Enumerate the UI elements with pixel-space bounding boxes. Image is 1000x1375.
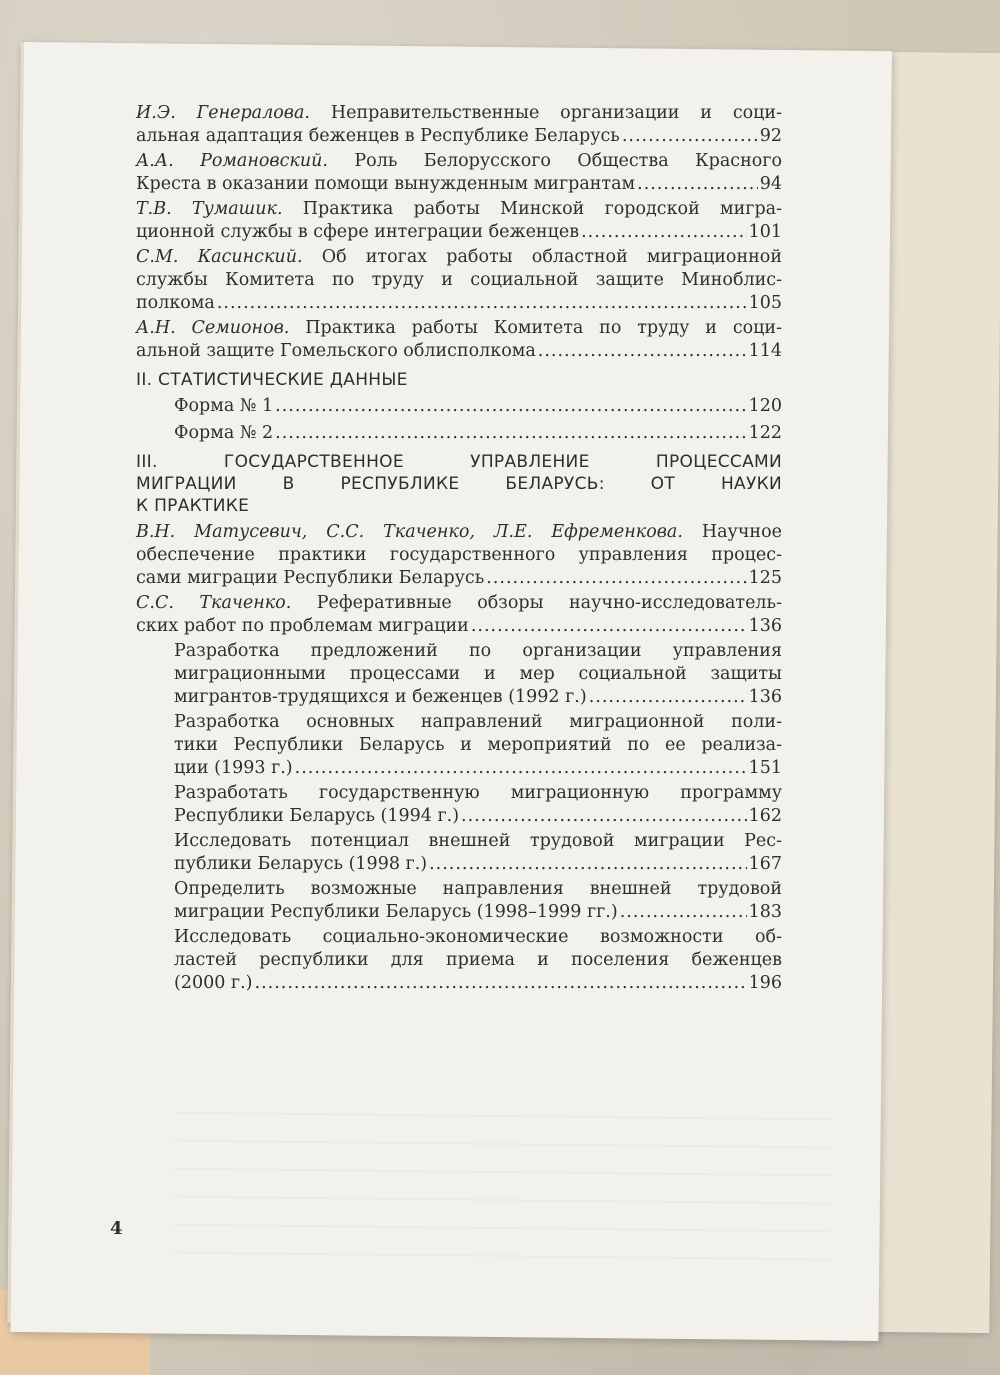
toc-sub-entry	[136, 782, 782, 828]
entry-title-line: миграционными процессами и мер социальной защиты	[174, 664, 782, 684]
toc-entry	[136, 102, 782, 148]
leader-dots	[581, 221, 747, 244]
leader-dots	[486, 567, 746, 590]
entry-page: 167	[748, 854, 782, 874]
form-label: Форма № 2	[174, 423, 274, 443]
toc-entry	[136, 150, 782, 196]
section-heading	[136, 451, 782, 517]
entry-title-line: Креста в оказании помощи вынужденным мигрантам	[136, 174, 636, 194]
entry-title-line: ции (1993 г.)	[174, 758, 293, 778]
leader-dots	[275, 422, 746, 445]
entry-page: 136	[748, 687, 782, 707]
entry-title-line: (2000 г.)	[174, 973, 253, 993]
entry-title-line: альная адаптация беженцев в Республике Беларусь	[136, 126, 620, 146]
section-heading-line: МИГРАЦИИ В РЕСПУБЛИКЕ БЕЛАРУСЬ: ОТ НАУКИ	[136, 474, 782, 494]
entry-title-line: Разработать государственную миграционную программу	[174, 783, 782, 803]
entry-title-line: ских работ по проблемам миграции	[136, 616, 469, 636]
entry-page: 122	[748, 423, 782, 443]
entry-author: В.Н. Матусевич, С.С. Ткаченко, Л.Е. Ефременкова.	[136, 522, 683, 542]
entry-page: 101	[748, 222, 782, 242]
entry-title-line: Неправительственные организации и соци-	[330, 103, 782, 123]
entry-author: И.Э. Генералова.	[136, 103, 310, 123]
entry-page: 196	[748, 973, 782, 993]
entry-page: 105	[748, 293, 782, 313]
leader-dots	[589, 686, 747, 709]
page-number: 4	[110, 1218, 123, 1239]
toc-entry	[136, 317, 782, 363]
entry-author: С.С. Ткаченко.	[136, 593, 292, 613]
entry-page: 183	[748, 902, 782, 922]
entry-title-line: обеспечение практики государственного управления процес-	[136, 545, 782, 565]
entry-title-line: Роль Белорусского Общества Красного	[354, 151, 782, 171]
entry-author: С.М. Касинский.	[136, 247, 303, 267]
toc-sub-entry	[136, 878, 782, 924]
entry-title-line: публики Беларусь (1998 г.)	[174, 854, 428, 874]
leader-dots	[429, 853, 747, 876]
entry-page: 151	[748, 758, 782, 778]
entry-title-line: Разработка предложений по организации управления	[174, 641, 782, 661]
toc-sub-entry	[136, 830, 782, 876]
leader-dots	[538, 340, 747, 363]
entry-author: А.Н. Семионов.	[136, 318, 290, 338]
entry-author: А.А. Романовский.	[136, 151, 328, 171]
section-heading: II. СТАТИСТИЧЕСКИЕ ДАННЫЕ	[136, 370, 408, 390]
toc-entry	[136, 592, 782, 638]
entry-title-line: Определить возможные направления внешней трудовой	[174, 879, 782, 899]
entry-page: 94	[759, 174, 782, 194]
form-label: Форма № 1	[174, 396, 274, 416]
section-heading-line: III. ГОСУДАРСТВЕННОЕ УПРАВЛЕНИЕ ПРОЦЕССАМИ	[136, 452, 782, 472]
toc-sub-entry	[136, 640, 782, 709]
entry-title-line: Практика работы Комитета по труду и соци-	[305, 318, 782, 338]
entry-title-line: миграции Республики Беларусь (1998–1999 гг.)	[174, 902, 618, 922]
entry-title-line: Практика работы Минской городской мигра-	[302, 199, 782, 219]
toc-sub-entry	[136, 926, 782, 995]
leader-dots	[461, 805, 747, 828]
entry-author: Т.В. Тумашик.	[136, 199, 283, 219]
entry-title-line: ционной службы в сфере интеграции беженцев	[136, 222, 580, 242]
leader-dots	[295, 757, 747, 780]
toc-entry	[136, 422, 782, 445]
entry-page: 114	[748, 341, 782, 361]
entry-title-line: Республики Беларусь (1994 г.)	[174, 806, 460, 826]
entry-title-line: Исследовать социально-экономические возможности об-	[174, 927, 782, 947]
entry-page: 136	[748, 616, 782, 636]
entry-title-line: тики Республики Беларусь и мероприятий по ее реализа-	[174, 735, 782, 755]
entry-title-line: Реферативные обзоры научно-исследователь-	[316, 593, 782, 613]
leader-dots	[275, 395, 746, 418]
toc-entry	[136, 246, 782, 315]
leader-dots	[217, 292, 747, 315]
show-through-text	[171, 1104, 833, 1261]
entry-title-line: полкома	[136, 293, 215, 313]
leader-dots	[620, 901, 747, 924]
leader-dots	[622, 125, 758, 148]
entry-title-line: Научное	[701, 522, 782, 542]
leader-dots	[637, 173, 758, 196]
entry-title-line: сами миграции Республики Беларусь	[136, 568, 485, 588]
entry-title-line: Исследовать потенциал внешней трудовой миграции Рес-	[174, 831, 782, 851]
toc-entry	[136, 395, 782, 418]
entry-title-line: альной защите Гомельского облисполкома	[136, 341, 536, 361]
table-of-contents	[136, 102, 782, 997]
entry-page: 162	[748, 806, 782, 826]
leader-dots	[471, 615, 747, 638]
section-heading-line: К ПРАКТИКЕ	[136, 496, 250, 516]
entry-title-line: ластей республики для приема и поселения беженцев	[174, 950, 782, 970]
toc-entry	[136, 198, 782, 244]
leader-dots	[255, 972, 747, 995]
entry-title-line: мигрантов-трудящихся и беженцев (1992 г.)	[174, 687, 587, 707]
entry-page: 92	[759, 126, 782, 146]
toc-entry	[136, 521, 782, 590]
entry-title-line: службы Комитета по труду и социальной защите Миноблис-	[136, 270, 782, 290]
entry-title-line: Об итогах работы областной миграционной	[321, 247, 782, 267]
toc-sub-entry	[136, 711, 782, 780]
entry-page: 120	[748, 396, 782, 416]
entry-page: 125	[748, 568, 782, 588]
entry-title-line: Разработка основных направлений миграционной поли-	[174, 712, 782, 732]
